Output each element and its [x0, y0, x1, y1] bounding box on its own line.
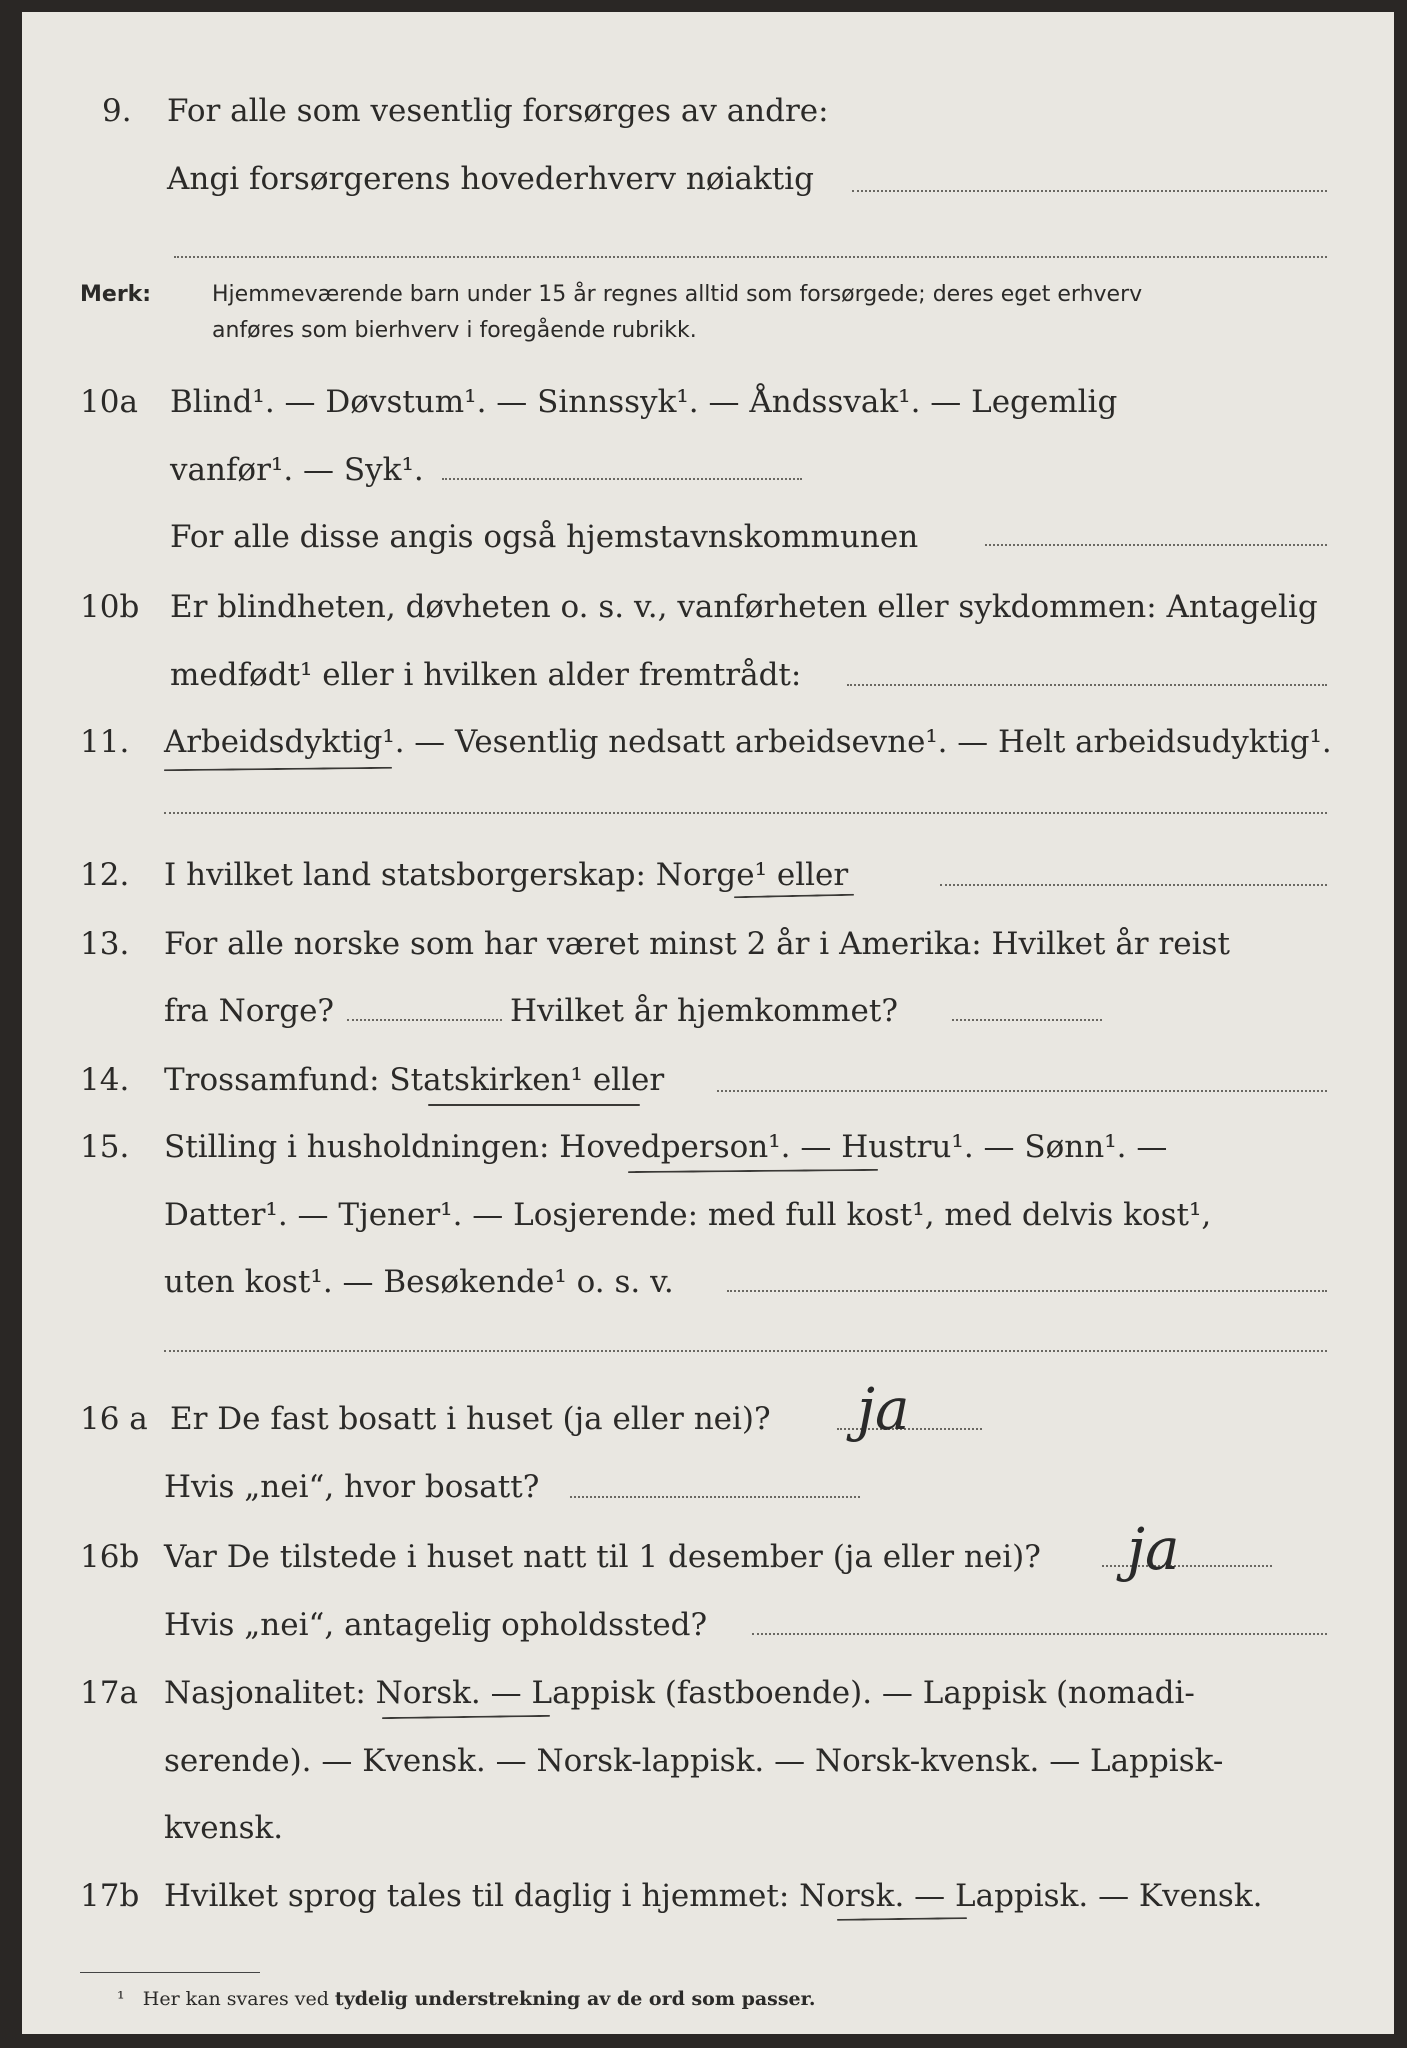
q15-number: 15.: [80, 1129, 130, 1165]
q16a-line1: Er De fast bosatt i huset (ja eller nei)?: [170, 1401, 771, 1437]
q10b-number: 10b: [80, 589, 140, 625]
q10b-line1: Er blindheten, døvheten o. s. v., vanførheten eller sykdommen: Antagelig: [170, 589, 1318, 625]
q16b-line1: Var De tilstede i huset natt til 1 desember (ja eller nei)?: [164, 1539, 1041, 1575]
q10a-home-answer-line[interactable]: [985, 544, 1327, 546]
q16b-line2: Hvis „nei“, antagelig opholdssted?: [164, 1607, 708, 1643]
q12-line1: I hvilket land statsborgerskap: Norge¹ eller: [164, 857, 849, 893]
q11-selection-underline: [164, 767, 392, 771]
q12-selection-underline: [734, 894, 854, 899]
q14-number: 14.: [80, 1062, 130, 1098]
q17a-selection-underline: [382, 1715, 550, 1719]
q16a-where-answer-line[interactable]: [570, 1496, 860, 1498]
form-page: [22, 12, 1394, 2034]
q17a-number: 17a: [80, 1675, 138, 1711]
q13-year-returned-answer-line[interactable]: [952, 1019, 1102, 1021]
q15-line3: uten kost¹. — Besøkende¹ o. s. v.: [164, 1264, 674, 1300]
q16a-number: 16 a: [80, 1401, 148, 1437]
q9-line2: Angi forsørgerens hovederhverv nøiaktig: [167, 161, 814, 197]
q17a-line3: kvensk.: [164, 1810, 284, 1846]
q16b-handwritten-answer: ja: [1127, 1515, 1180, 1583]
q9-answer-line-2[interactable]: [174, 256, 1327, 258]
q10b-line2: medfødt¹ eller i hvilken alder fremtrådt:: [170, 657, 802, 693]
q15-line2: Datter¹. — Tjener¹. — Losjerende: med full kost¹, med delvis kost¹,: [164, 1197, 1212, 1233]
q16a-handwritten-answer: ja: [857, 1375, 910, 1443]
q16b-place-answer-line[interactable]: [752, 1633, 1327, 1635]
q13-line2a: fra Norge?: [164, 993, 335, 1029]
q14-line1: Trossamfund: Statskirken¹ eller: [164, 1062, 665, 1098]
q16b-number: 16b: [80, 1539, 140, 1575]
q14-answer-line[interactable]: [717, 1090, 1327, 1092]
q10a-line2: vanfør¹. — Syk¹.: [170, 452, 424, 488]
q12-answer-line[interactable]: [940, 884, 1327, 886]
q14-selection-underline: [428, 1104, 640, 1106]
q16a-line2: Hvis „nei“, hvor bosatt?: [164, 1469, 540, 1505]
q15-answer-line[interactable]: [727, 1290, 1327, 1292]
q15-line1: Stilling i husholdningen: Hovedperson¹. — Hustru¹. — Sønn¹. —: [164, 1129, 1168, 1165]
merk-label: Merk:: [80, 282, 152, 307]
q13-year-left-answer-line[interactable]: [347, 1019, 502, 1021]
footnote-text: Her kan svares ved: [142, 1988, 329, 2010]
footnote-rule: [80, 1972, 260, 1973]
footnote-bold-text: tydelig understrekning av de ord som passer.: [334, 1988, 816, 2010]
q17a-line1: Nasjonalitet: Norsk. — Lappisk (fastboende). — Lappisk (nomadi-: [164, 1675, 1195, 1711]
q10a-answer-line[interactable]: [442, 478, 802, 480]
footnote: [117, 1990, 816, 2009]
q13-line1: For alle norske som har været minst 2 år i Amerika: Hvilket år reist: [164, 926, 1230, 962]
q10b-answer-line[interactable]: [847, 684, 1327, 686]
q9-answer-line[interactable]: [852, 190, 1327, 192]
q17b-selection-underline: [837, 1917, 967, 1921]
q17a-line2: serende). — Kvensk. — Norsk-lappisk. — Norsk-kvensk. — Lappisk-: [164, 1743, 1224, 1779]
q17b-line1: Hvilket sprog tales til daglig i hjemmet: Norsk. — Lappisk. — Kvensk.: [164, 1878, 1263, 1914]
q10a-line3: For alle disse angis også hjemstavnskommunen: [170, 519, 919, 555]
q10a-number: 10a: [80, 384, 138, 420]
q11-line1: Arbeidsdyktig¹. — Vesentlig nedsatt arbeidsevne¹. — Helt arbeidsudyktig¹.: [164, 724, 1332, 760]
q11-number: 11.: [80, 724, 130, 760]
q9-number: 9.: [102, 93, 132, 129]
q17b-number: 17b: [80, 1878, 140, 1914]
merk-text-line1: Hjemmeværende barn under 15 år regnes alltid som forsørgede; deres eget erhverv: [212, 282, 1143, 307]
q11-answer-line[interactable]: [164, 812, 1327, 814]
merk-text-line2: anføres som bierhverv i foregående rubrikk.: [212, 318, 697, 343]
q12-number: 12.: [80, 857, 130, 893]
q13-line2b: Hvilket år hjemkommet?: [510, 993, 898, 1029]
q9-line1: For alle som vesentlig forsørges av andre:: [167, 93, 829, 129]
footnote-mark: ¹: [117, 1988, 125, 2010]
q15-selection-underline: [628, 1169, 878, 1173]
q10a-line1: Blind¹. — Døvstum¹. — Sinnssyk¹. — Åndssvak¹. — Legemlig: [170, 384, 1118, 420]
q13-number: 13.: [80, 926, 130, 962]
q15-answer-line-2[interactable]: [164, 1350, 1327, 1352]
